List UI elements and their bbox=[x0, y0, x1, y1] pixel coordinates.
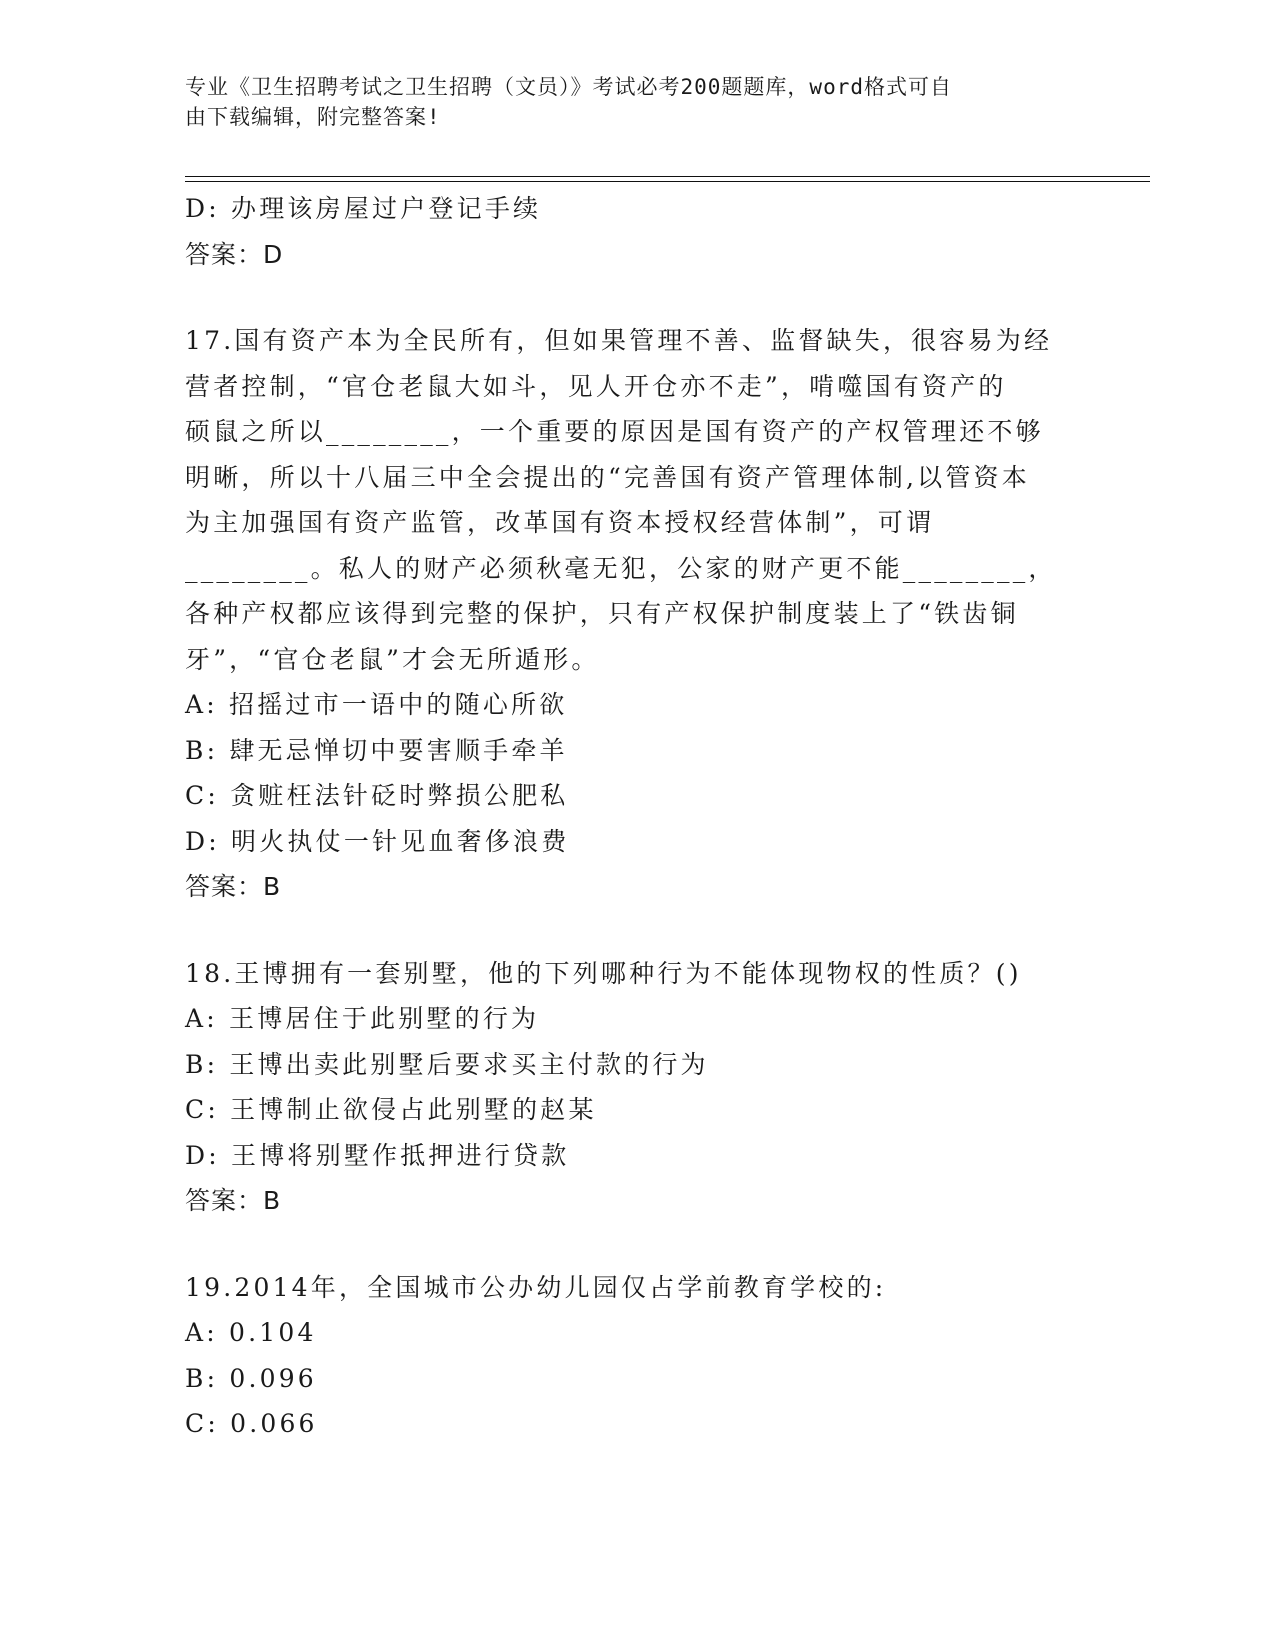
answer-line: 答案：B bbox=[185, 1186, 282, 1215]
question-stem-line: 各种产权都应该得到完整的保护，只有产权保护制度装上了“铁齿铜 bbox=[185, 599, 1019, 628]
question-stem-line: 17.国有资产本为全民所有，但如果管理不善、监督缺失，很容易为经 bbox=[185, 326, 1053, 355]
question-stem-line: 硕鼠之所以________，一个重要的原因是国有资产的产权管理还不够 bbox=[185, 417, 1044, 446]
question-stem-line: 为主加强国有资产监管，改革国有资本授权经营体制”，可谓 bbox=[185, 508, 935, 537]
header-line-2: 由下载编辑，附完整答案! bbox=[185, 105, 441, 129]
spacer bbox=[185, 910, 1075, 951]
option-d: D: 办理该房屋过户登记手续 bbox=[185, 194, 542, 223]
option-a: A: 0.104 bbox=[185, 1318, 317, 1347]
question-stem-line: 牙”，“官仓老鼠”才会无所遁形。 bbox=[185, 644, 600, 674]
header-divider-top bbox=[185, 176, 1150, 177]
question-17 bbox=[185, 318, 1075, 910]
answer-line: 答案：D bbox=[185, 239, 284, 269]
spacer bbox=[185, 277, 1075, 318]
question-stem-line: 明晰，所以十八届三中全会提出的“完善国有资产管理体制,以管资本 bbox=[185, 462, 1030, 492]
question-stem-line: ________。私人的财产必须秋毫无犯，公家的财产更不能________， bbox=[185, 553, 1057, 583]
option-c: C: 王博制止欲侵占此别墅的赵某 bbox=[185, 1095, 597, 1124]
option-b: B: 王博出卖此别墅后要求买主付款的行为 bbox=[185, 1049, 709, 1079]
option-d: D: 王博将别墅作抵押进行贷款 bbox=[185, 1140, 570, 1170]
question-18 bbox=[185, 951, 1075, 1224]
question-stem: 19.2014年，全国城市公办幼儿园仅占学前教育学校的: bbox=[185, 1272, 887, 1302]
option-c: C: 贪赃枉法针砭时弊损公肥私 bbox=[185, 781, 569, 810]
answer-line: 答案：B bbox=[185, 872, 282, 901]
question-stem: 18.王博拥有一套别墅，他的下列哪种行为不能体现物权的性质？() bbox=[185, 958, 1022, 988]
question-stem-line: 营者控制，“官仓老鼠大如斗，见人开仓亦不走”，啃噬国有资产的 bbox=[185, 371, 1007, 401]
option-b: B: 肆无忌惮切中要害顺手牵羊 bbox=[185, 735, 568, 765]
option-d: D: 明火执仗一针见血奢侈浪费 bbox=[185, 826, 570, 856]
document-body bbox=[185, 186, 1075, 1447]
option-b: B: 0.096 bbox=[185, 1363, 317, 1393]
option-a: A: 王博居住于此别墅的行为 bbox=[185, 1004, 540, 1033]
spacer bbox=[185, 1224, 1075, 1265]
question-19 bbox=[185, 1265, 1075, 1447]
option-a: A: 招摇过市一语中的随心所欲 bbox=[185, 690, 568, 719]
document-header bbox=[185, 72, 1065, 132]
option-c: C: 0.066 bbox=[185, 1409, 318, 1438]
header-line-1: 专业《卫生招聘考试之卫生招聘（文员）》考试必考200题题库，word格式可自 bbox=[185, 75, 952, 99]
header-divider-bottom bbox=[185, 181, 1150, 182]
